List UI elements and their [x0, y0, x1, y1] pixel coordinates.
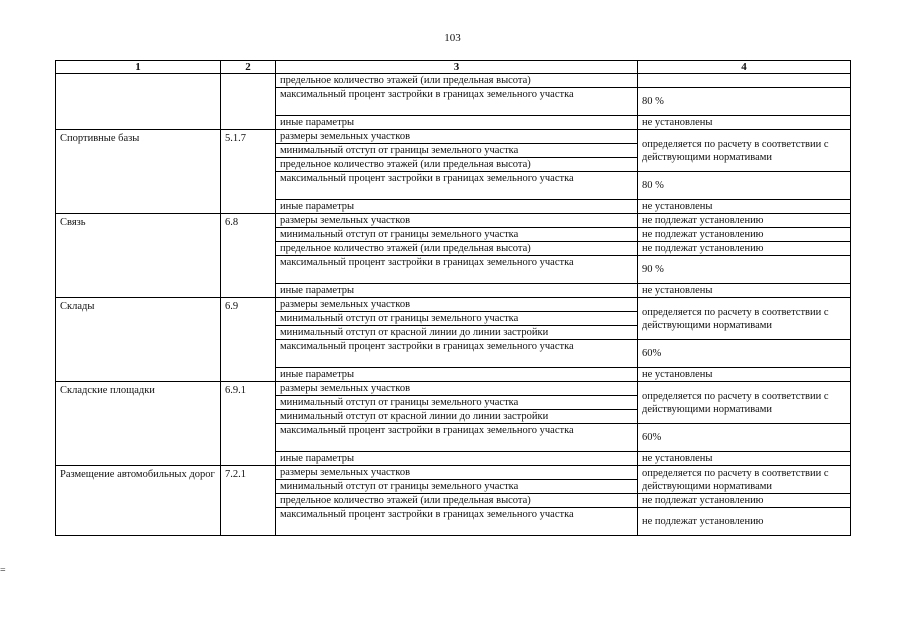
- parameter-name: минимальный отступ от границы земельного участка: [276, 396, 638, 410]
- use-type-code: 7.2.1: [221, 466, 276, 536]
- parameter-value: не подлежат установлению: [638, 228, 851, 242]
- parameter-name: минимальный отступ от границы земельного участка: [276, 228, 638, 242]
- parameter-value: определяется по расчету в соответствии с действующими нормативами: [638, 130, 851, 172]
- parameter-name: предельное количество этажей (или предельная высота): [276, 74, 638, 88]
- parameter-name: максимальный процент застройки в границах земельного участка: [276, 256, 638, 284]
- use-type-name: Спортивные базы: [56, 130, 221, 214]
- parameter-name: максимальный процент застройки в границах земельного участка: [276, 508, 638, 536]
- parameter-name: размеры земельных участков: [276, 298, 638, 312]
- column-header: 2: [221, 61, 276, 74]
- parameter-name: минимальный отступ от границы земельного участка: [276, 312, 638, 326]
- parameter-name: максимальный процент застройки в границах земельного участка: [276, 88, 638, 116]
- parameter-name: максимальный процент застройки в границах земельного участка: [276, 340, 638, 368]
- use-type-code: [221, 74, 276, 130]
- parameter-value: не установлены: [638, 284, 851, 298]
- parameter-name: предельное количество этажей (или предельная высота): [276, 242, 638, 256]
- parameter-value: не подлежат установлению: [638, 214, 851, 228]
- page-number: 103: [444, 32, 461, 44]
- table-body: [56, 74, 851, 536]
- parameter-value: [638, 74, 851, 88]
- parameter-value: не установлены: [638, 452, 851, 466]
- parameter-value: 80 %: [638, 172, 851, 200]
- use-type-name: Складские площадки: [56, 382, 221, 466]
- parameter-value: 80 %: [638, 88, 851, 116]
- use-type-code: 6.9.1: [221, 382, 276, 466]
- parameter-value: определяется по расчету в соответствии с действующими нормативами: [638, 298, 851, 340]
- table-row: [56, 298, 851, 312]
- table-row: [56, 466, 851, 480]
- parameter-value: определяется по расчету в соответствии с действующими нормативами: [638, 382, 851, 424]
- parameter-value: не установлены: [638, 368, 851, 382]
- use-type-code: 5.1.7: [221, 130, 276, 214]
- table-row: [56, 382, 851, 396]
- parameter-value: не подлежат установлению: [638, 242, 851, 256]
- parameter-name: размеры земельных участков: [276, 214, 638, 228]
- use-type-name: Склады: [56, 298, 221, 382]
- parameter-name: иные параметры: [276, 368, 638, 382]
- parameter-name: иные параметры: [276, 284, 638, 298]
- header-row: [56, 61, 851, 74]
- column-header: 3: [276, 61, 638, 74]
- parameter-name: размеры земельных участков: [276, 466, 638, 480]
- edge-mark: =: [0, 565, 6, 576]
- parameter-name: минимальный отступ от красной линии до линии застройки: [276, 410, 638, 424]
- table-row: [56, 130, 851, 144]
- parameter-name: предельное количество этажей (или предельная высота): [276, 494, 638, 508]
- parameter-value: не установлены: [638, 200, 851, 214]
- parameter-name: иные параметры: [276, 116, 638, 130]
- use-type-name: Связь: [56, 214, 221, 298]
- parameter-name: предельное количество этажей (или предельная высота): [276, 158, 638, 172]
- use-type-name: [56, 74, 221, 130]
- parameter-name: размеры земельных участков: [276, 130, 638, 144]
- parameter-name: размеры земельных участков: [276, 382, 638, 396]
- use-type-code: 6.8: [221, 214, 276, 298]
- table-row: [56, 74, 851, 88]
- use-type-name: Размещение автомобильных дорог: [56, 466, 221, 536]
- parameter-name: минимальный отступ от границы земельного участка: [276, 480, 638, 494]
- parameter-value: 60%: [638, 424, 851, 452]
- parameter-name: минимальный отступ от границы земельного участка: [276, 144, 638, 158]
- use-type-code: 6.9: [221, 298, 276, 382]
- zoning-table: [55, 60, 851, 536]
- parameter-value: 60%: [638, 340, 851, 368]
- parameter-value: не установлены: [638, 116, 851, 130]
- parameter-name: максимальный процент застройки в границах земельного участка: [276, 172, 638, 200]
- parameter-name: минимальный отступ от красной линии до линии застройки: [276, 326, 638, 340]
- parameter-value: 90 %: [638, 256, 851, 284]
- parameter-value: не подлежат установлению: [638, 494, 851, 508]
- table-row: [56, 214, 851, 228]
- parameter-name: иные параметры: [276, 200, 638, 214]
- column-header: 1: [56, 61, 221, 74]
- parameter-value: не подлежат установлению: [638, 508, 851, 536]
- parameter-name: иные параметры: [276, 452, 638, 466]
- column-header: 4: [638, 61, 851, 74]
- parameter-value: определяется по расчету в соответствии с действующими нормативами: [638, 466, 851, 494]
- parameter-name: максимальный процент застройки в границах земельного участка: [276, 424, 638, 452]
